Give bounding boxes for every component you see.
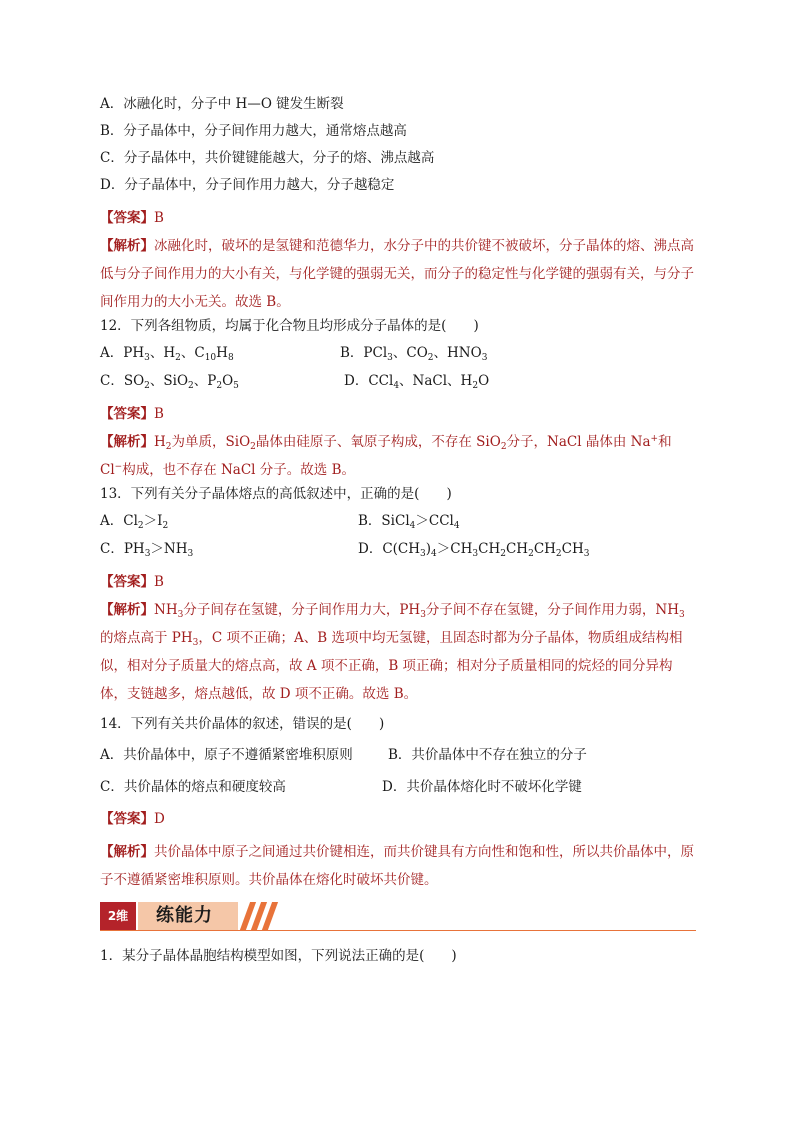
- q11-option-b: B．分子晶体中，分子间作用力越大，通常熔点越高: [100, 123, 407, 139]
- q12-option-d: D．CCl$_4$、NaCl、$H_2O$: [344, 373, 490, 391]
- explanation-tag: 【解析】: [100, 844, 154, 860]
- q14-explanation: [100, 838, 696, 894]
- q11-option-c: C．分子晶体中，共价键键能越大，分子的熔、沸点越高: [100, 150, 435, 166]
- q12-answer: [100, 404, 164, 424]
- answer-tag: 【答案】: [100, 811, 154, 827]
- q14-answer: [100, 809, 165, 829]
- q14-option-b: B．共价晶体中不存在独立的分子: [388, 747, 587, 763]
- q13-option-a: A．$Cl_2>I_2$: [100, 513, 169, 531]
- q13-answer: [100, 572, 164, 592]
- q12-option-a: A．$PH_3$、$H_2$、$C_{10}H_8$: [100, 345, 234, 363]
- q13-option-b: B．SiCl$_4$＞CCl$_4$: [358, 513, 460, 531]
- q13-option-c: C．$PH_3>NH_3$: [100, 541, 194, 559]
- q11-option-a: A．冰融化时，分子中 H—O 键发生断裂: [100, 96, 344, 112]
- p1-stem: 1．某分子晶体晶胞结构模型如图，下列说法正确的是( ): [100, 948, 457, 964]
- section-badge: 2维: [100, 902, 136, 930]
- q13-stem: 13．下列有关分子晶体熔点的高低叙述中，正确的是( ): [100, 486, 452, 502]
- q13-explanation: 【解析】$NH_3$分子间存在氢键，分子间作用力大，$PH_3$分子间不存在氢键，分子间作用力弱，$NH_3$的熔点高于 $PH_3$，C 项不正确；A、B 选项中均无氢键，且固态时都为分子晶体，物质组成结构相似，相对分子质量大的熔点高，故 A 项不正确，B 项正确；相对分子质量相同的烷烃的同分异构体，支链越多，熔点越低，故 D 项不正确。故选 B。: [100, 602, 685, 702]
- q14-option-a: A．共价晶体中，原子不遵循紧密堆积原则: [100, 747, 353, 763]
- explanation-tag: 【解析】: [100, 238, 154, 254]
- answer-tag: 【答案】: [100, 574, 154, 590]
- explanation-text: 共价晶体中原子之间通过共价键相连，而共价键具有方向性和饱和性，所以共价晶体中，原子不遵循紧密堆积原则。共价晶体在熔化时破坏共价键。: [100, 844, 694, 888]
- q14-stem: 14．下列有关共价晶体的叙述，错误的是( ): [100, 716, 385, 732]
- answer-value: D: [154, 811, 165, 827]
- answer-tag: 【答案】: [100, 210, 154, 226]
- q12-option-b: B．PCl$_3$、$CO_2$、$HNO_3$: [340, 345, 488, 363]
- q11-explanation: [100, 232, 696, 316]
- explanation-tag: 【解析】: [100, 602, 154, 618]
- q14-option-c: C．共价晶体的熔点和硬度较高: [100, 779, 286, 795]
- explanation-text: 冰融化时，破坏的是氢键和范德华力，水分子中的共价键不被破坏，分子晶体的熔、沸点高低与分子间作用力的大小有关，与化学键的强弱无关，而分子的稳定性与化学键的强弱有关，与分子间作用力的大小无关。故选 B。: [100, 238, 694, 310]
- section-banner: [100, 902, 280, 930]
- q13-option-d: D．$C(CH_3)_4>CH_3CH_2CH_2CH_2CH_3$: [358, 541, 590, 559]
- explanation-tag: 【解析】: [100, 434, 154, 450]
- section-title: 练能力: [156, 905, 213, 926]
- answer-value: B: [154, 210, 164, 226]
- answer-value: B: [154, 406, 164, 422]
- q14-option-d: D．共价晶体熔化时不破坏化学键: [382, 779, 582, 795]
- q12-explanation: 【解析】$H_2$为单质，SiO$_2$晶体由硅原子、氧原子构成，不存在 SiO$_2$分子，NaCl 晶体由 Na+和 Cl−构成，也不存在 NaCl 分子。故选 B。: [100, 434, 672, 478]
- q12-option-c: C．$SO_2$、SiO$_2$、$P_2O_5$: [100, 373, 239, 391]
- section-title-bar: [138, 902, 238, 930]
- answer-value: B: [154, 574, 164, 590]
- q11-answer: [100, 208, 164, 228]
- answer-tag: 【答案】: [100, 406, 154, 422]
- q12-stem: 12．下列各组物质，均属于化合物且均形成分子晶体的是( ): [100, 318, 479, 334]
- section-divider: [100, 930, 696, 931]
- q11-option-d: D．分子晶体中，分子间作用力越大，分子越稳定: [100, 177, 395, 193]
